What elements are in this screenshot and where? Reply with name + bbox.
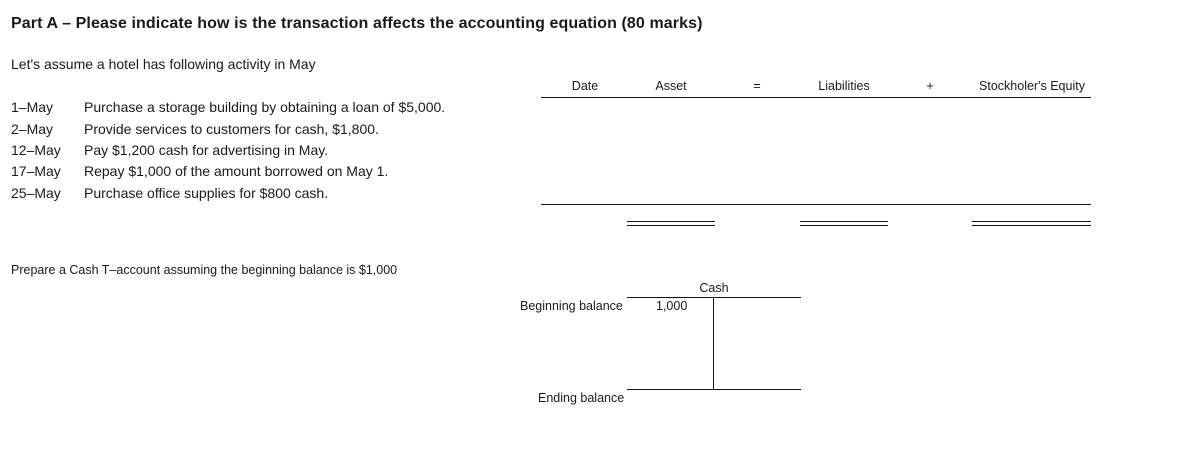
- activity-date: 1–May: [11, 99, 54, 115]
- header-plus: +: [926, 79, 934, 93]
- activity-description: Purchase office supplies for $800 cash.: [84, 185, 329, 201]
- table-header-rule: [541, 97, 1091, 98]
- beginning-balance-value: 1,000: [656, 299, 688, 313]
- t-account-instruction: Prepare a Cash T–account assuming the beginning balance is $1,000: [11, 263, 398, 277]
- activity-date: 12–May: [11, 142, 61, 158]
- activity-description: Pay $1,200 cash for advertising in May.: [84, 142, 329, 158]
- activity-description: Provide services to customers for cash, $1,800.: [84, 121, 379, 137]
- t-account-title: Cash: [699, 281, 729, 295]
- liabilities-double-rule: [800, 221, 888, 222]
- header-date: Date: [571, 79, 599, 93]
- t-account-divider: [713, 297, 714, 389]
- liabilities-double-rule: [800, 225, 888, 226]
- header-liabilities: Liabilities: [818, 79, 870, 93]
- t-account-top-bar: [627, 297, 801, 298]
- page-title: Part A – Please indicate how is the transaction affects the accounting equation (80 marks): [11, 15, 703, 32]
- t-account-bottom-rule: [627, 389, 801, 390]
- header-equals: =: [753, 79, 761, 93]
- activity-date: 25–May: [11, 185, 61, 201]
- activity-date: 2–May: [11, 121, 54, 137]
- table-total-rule: [541, 204, 1091, 205]
- equity-double-rule: [972, 221, 1091, 222]
- activity-description: Purchase a storage building by obtaining a loan of $5,000.: [84, 99, 446, 115]
- ending-balance-label: Ending balance: [538, 391, 625, 405]
- beginning-balance-label: Beginning balance: [520, 299, 623, 313]
- header-equity: Stockholer's Equity: [979, 79, 1085, 93]
- asset-double-rule: [627, 225, 715, 226]
- equity-double-rule: [972, 225, 1091, 226]
- intro-text: Let's assume a hotel has following activity in May: [11, 56, 316, 72]
- asset-double-rule: [627, 221, 715, 222]
- activity-description: Repay $1,000 of the amount borrowed on May 1.: [84, 163, 389, 179]
- header-asset: Asset: [655, 79, 687, 93]
- activity-date: 17–May: [11, 163, 61, 179]
